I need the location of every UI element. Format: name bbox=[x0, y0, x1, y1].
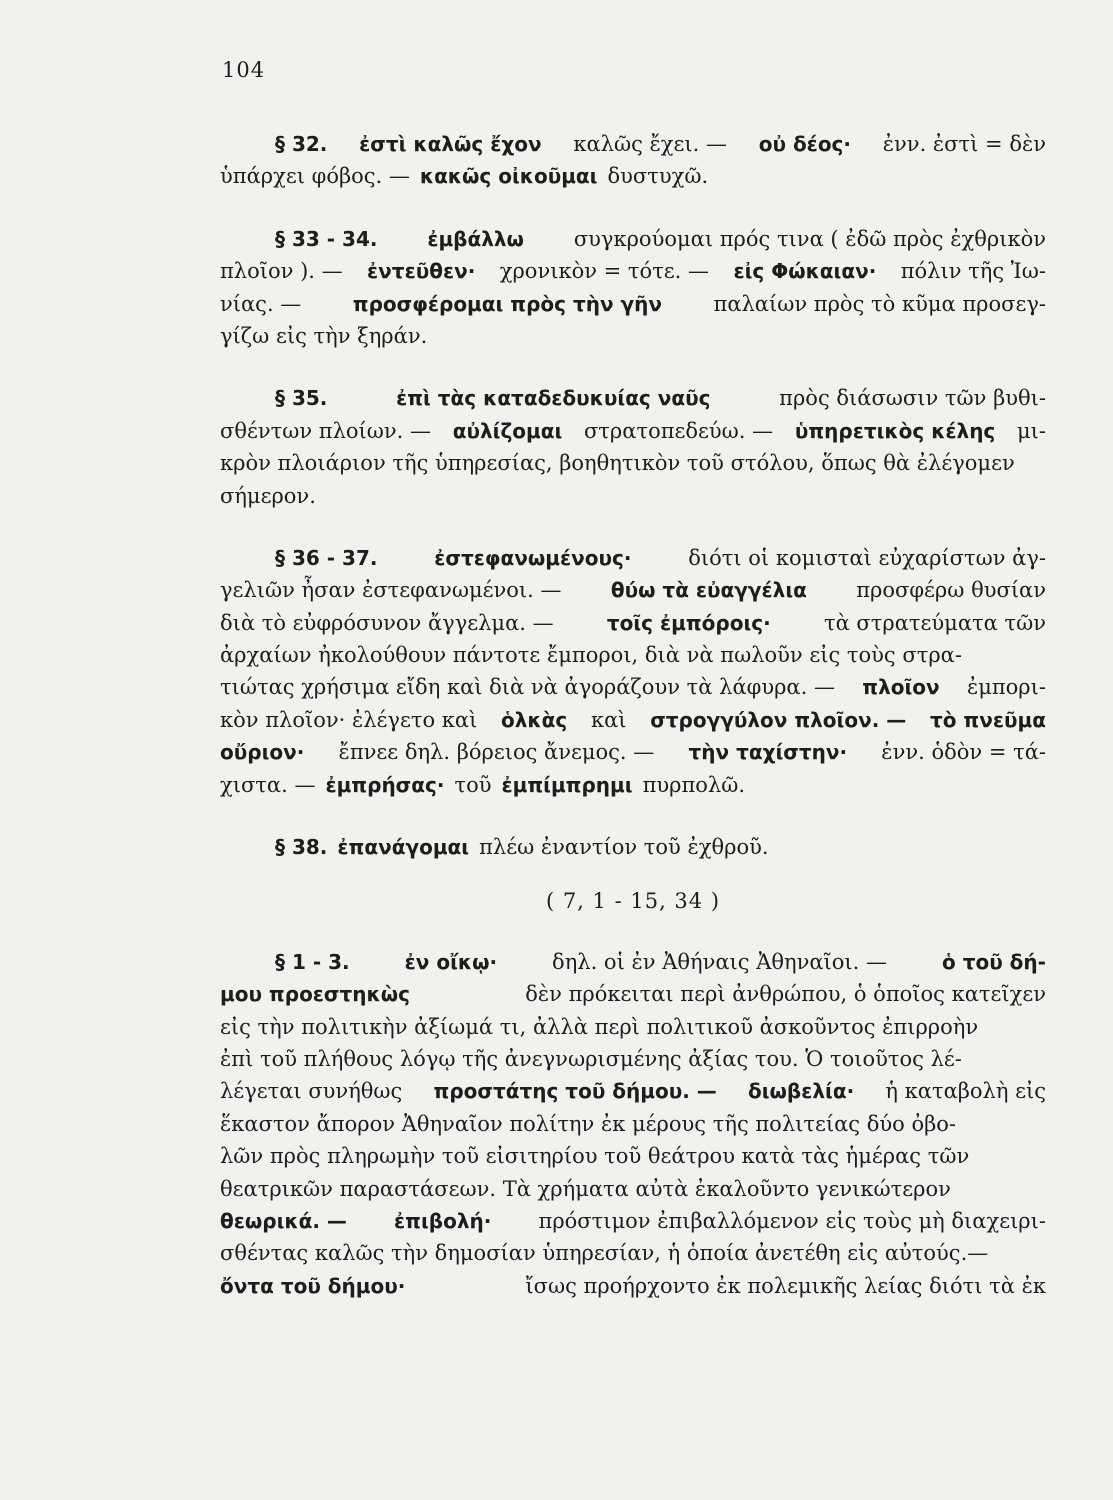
para-36-line-5 bbox=[220, 675, 1046, 707]
gloss: ἐνν. ὁδὸν = τά- bbox=[881, 740, 1046, 765]
para-38-line-1 bbox=[220, 835, 1046, 867]
lemma: οὔριον· bbox=[220, 740, 305, 765]
section-mark: § 38. bbox=[275, 835, 328, 860]
gloss: χρονικὸν = τότε. — bbox=[499, 259, 710, 284]
gloss: τοῦ bbox=[454, 772, 492, 797]
lemma: ἐμβάλλω bbox=[427, 226, 524, 251]
section-mark: § 1 - 3. bbox=[275, 949, 350, 974]
para-1-line-5 bbox=[220, 1079, 1046, 1111]
para-1-line-3 bbox=[220, 1015, 1046, 1047]
lemma: τοῖς ἐμπόροις· bbox=[606, 610, 771, 635]
para-1-line-1 bbox=[220, 950, 1046, 982]
para-36-line-2 bbox=[220, 578, 1046, 610]
lemma: οὐ δέος· bbox=[758, 132, 852, 156]
para-33-line-1 bbox=[220, 227, 1046, 259]
lemma: ἐπανάγομαι bbox=[337, 835, 470, 860]
section-mark: § 32. bbox=[275, 132, 328, 156]
gloss: ἴσως προήρχοντο ἐκ πολεμικῆς λείας διότι τὰ ἐκ bbox=[525, 1273, 1046, 1298]
gloss: γίζω εἰς τὴν ξηράν. bbox=[220, 323, 428, 348]
lemma: ὑπηρετικὸς κέλης bbox=[794, 418, 996, 443]
gloss: τὰ στρατεύματα τῶν bbox=[823, 610, 1046, 635]
gloss: ἐπὶ τοῦ πλήθους λόγῳ τῆς ἀνεγνωρισμένης ἀξίας του. Ὁ τοιοῦτος λέ- bbox=[220, 1046, 962, 1071]
para-36-line-7 bbox=[220, 740, 1046, 772]
gloss: μι- bbox=[1017, 418, 1046, 443]
para-32-line-1 bbox=[220, 132, 1046, 164]
gloss: ἕκαστον ἄπορον Ἀθηναῖον πολίτην ἐκ μέρους τῆς πολιτείας δύο ὀβο- bbox=[220, 1111, 956, 1136]
gloss: δυστυχῶ. bbox=[607, 164, 709, 189]
para-1-line-7 bbox=[220, 1144, 1046, 1176]
gloss: σθέντων πλοίων. — bbox=[220, 418, 432, 443]
gloss: στρατοπεδεύω. — bbox=[583, 418, 774, 443]
lemma: ὁ τοῦ δή- bbox=[942, 949, 1046, 974]
lemma: διωβελία· bbox=[748, 1079, 855, 1104]
gloss: καλῶς ἔχει. — bbox=[573, 132, 727, 156]
gloss: πόλιν τῆς Ἰω- bbox=[900, 259, 1046, 284]
lemma: μου προεστηκὼς bbox=[220, 982, 410, 1007]
para-33-line-4 bbox=[220, 324, 1046, 356]
para-1-line-2 bbox=[220, 982, 1046, 1014]
para-36-line-4 bbox=[220, 643, 1046, 675]
gloss: προσφέρω θυσίαν bbox=[856, 578, 1046, 603]
gloss: ἐνν. ἐστὶ = δὲν bbox=[882, 132, 1046, 156]
gloss: λέγεται συνήθως bbox=[220, 1079, 403, 1104]
gloss: κρὸν πλοιάριον τῆς ὑπηρεσίας, βοηθητικὸν τοῦ στόλου, ὅπως θὰ ἐλέγομεν bbox=[220, 451, 1015, 476]
lemma: ἐπὶ τὰς καταδεδυκυίας ναῦς bbox=[396, 386, 711, 411]
lemma: ἐν οἴκῳ· bbox=[404, 949, 498, 974]
gloss: σθέντας καλῶς τὴν δημοσίαν ὑπηρεσίαν, ἡ ὁποία ἀνετέθη εἰς αὐτούς.— bbox=[220, 1241, 989, 1266]
gloss: καὶ bbox=[590, 707, 627, 732]
gloss: νίας. — bbox=[220, 291, 302, 316]
lemma: αὐλίζομαι bbox=[452, 418, 563, 443]
lemma: κακῶς οἰκοῦμαι bbox=[419, 164, 598, 189]
gloss: πλέω ἐναντίον τοῦ ἐχθροῦ. bbox=[479, 835, 769, 860]
gloss: πυρπολῶ. bbox=[642, 772, 746, 797]
lemma: ὁλκὰς bbox=[501, 707, 568, 732]
gloss: πρόστιμον ἐπιβαλλόμενον εἰς τοὺς μὴ διαχειρι- bbox=[538, 1208, 1046, 1233]
gloss: λῶν πρὸς πληρωμὴν τοῦ εἰσιτηρίου τοῦ θεάτρου κατὰ τὰς ἡμέρας τῶν bbox=[220, 1144, 970, 1169]
lemma: ἐστὶ καλῶς ἔχον bbox=[359, 132, 542, 156]
gloss: ἐμπορι- bbox=[966, 675, 1046, 700]
para-1-line-4 bbox=[220, 1047, 1046, 1079]
gloss: τιώτας χρήσιμα εἴδη καὶ διὰ νὰ ἀγοράζουν τὰ λάφυρα. — bbox=[220, 675, 835, 700]
para-36-line-8 bbox=[220, 773, 1046, 805]
para-1-line-10 bbox=[220, 1241, 1046, 1273]
gloss: συγκρούομαι πρός τινα ( ἐδῶ πρὸς ἐχθρικὸν bbox=[573, 226, 1046, 251]
gloss: ἔπνεε δηλ. βόρειος ἄνεμος. — bbox=[338, 740, 655, 765]
lemma: τὸ πνεῦμα bbox=[929, 707, 1046, 732]
para-32-line-2 bbox=[220, 164, 1046, 196]
gloss: θεατρικῶν παραστάσεων. Τὰ χρήματα αὐτὰ ἐκαλοῦντο γενικώτερον bbox=[220, 1176, 951, 1201]
lemma: εἰς Φώκαιαν· bbox=[733, 259, 877, 284]
gloss: πλοῖον ). — bbox=[220, 259, 343, 284]
gloss: ὑπάρχει φόβος. — bbox=[220, 164, 410, 189]
commentary-text bbox=[220, 132, 1046, 1306]
para-35-line-3 bbox=[220, 451, 1046, 483]
gloss: πρὸς διάσωσιν τῶν βυθι- bbox=[779, 386, 1046, 411]
gloss: διότι οἱ κομισταὶ εὐχαρίστων ἀγ- bbox=[688, 545, 1046, 570]
para-1-line-9 bbox=[220, 1209, 1046, 1241]
para-36-line-6 bbox=[220, 708, 1046, 740]
para-35-line-1 bbox=[220, 386, 1046, 418]
para-33-line-3 bbox=[220, 292, 1046, 324]
gloss: δηλ. οἱ ἐν Ἀθήναις Ἀθηναῖοι. — bbox=[552, 949, 888, 974]
lemma: ἐμπίμπρημι bbox=[501, 772, 633, 797]
gloss: σήμερον. bbox=[220, 483, 316, 508]
section-mark: § 33 - 34. bbox=[275, 226, 378, 251]
page-number: 104 bbox=[222, 58, 266, 82]
para-1-line-6 bbox=[220, 1112, 1046, 1144]
section-mark: § 36 - 37. bbox=[275, 545, 378, 570]
lemma: προσφέρομαι πρὸς τὴν γῆν bbox=[352, 291, 663, 316]
section-heading: ( 7, 1 - 15, 34 ) bbox=[545, 889, 721, 914]
para-36-line-3 bbox=[220, 611, 1046, 643]
gloss: γελιῶν ἦσαν ἐστεφανωμένοι. — bbox=[220, 578, 562, 603]
lemma: πλοῖον bbox=[862, 675, 940, 700]
gloss: δὲν πρόκειται περὶ ἀνθρώπου, ὁ ὁποῖος κατεῖχεν bbox=[525, 982, 1046, 1007]
para-35-line-2 bbox=[220, 419, 1046, 451]
para-35-line-4 bbox=[220, 484, 1046, 516]
para-1-line-8 bbox=[220, 1177, 1046, 1209]
lemma: ἐστεφανωμένους· bbox=[434, 545, 632, 570]
lemma: θεωρικά. — bbox=[220, 1208, 347, 1233]
lemma: προστάτης τοῦ δήμου. — bbox=[433, 1079, 717, 1104]
lemma: ἐπιβολή· bbox=[394, 1208, 492, 1233]
lemma: θύω τὰ εὐαγγέλια bbox=[610, 578, 807, 603]
gloss: ἀρχαίων ἠκολούθουν πάντοτε ἔμποροι, διὰ νὰ πωλοῦν εἰς τοὺς στρα- bbox=[220, 643, 962, 668]
para-36-line-1 bbox=[220, 546, 1046, 578]
gloss: παλαίων πρὸς τὸ κῦμα προσεγ- bbox=[713, 291, 1046, 316]
gloss: κὸν πλοῖον· ἐλέγετο καὶ bbox=[220, 707, 478, 732]
para-33-line-2 bbox=[220, 259, 1046, 291]
gloss: ἡ καταβολὴ εἰς bbox=[885, 1079, 1046, 1104]
section-mark: § 35. bbox=[275, 386, 328, 411]
gloss: χιστα. — bbox=[220, 772, 316, 797]
lemma: στρογγύλον πλοῖον. — bbox=[650, 707, 907, 732]
para-1-line-11 bbox=[220, 1274, 1046, 1306]
lemma: ὄντα τοῦ δήμου· bbox=[220, 1273, 406, 1298]
lemma: ἐμπρήσας· bbox=[325, 772, 445, 797]
gloss: διὰ τὸ εὐφρόσυνον ἄγγελμα. — bbox=[220, 610, 554, 635]
lemma: τὴν ταχίστην· bbox=[688, 740, 848, 765]
gloss: εἰς τὴν πολιτικὴν ἀξίωμά τι, ἀλλὰ περὶ πολιτικοῦ ἀσκοῦντος ἐπιρροὴν bbox=[220, 1014, 979, 1039]
lemma: ἐντεῦθεν· bbox=[367, 259, 476, 284]
